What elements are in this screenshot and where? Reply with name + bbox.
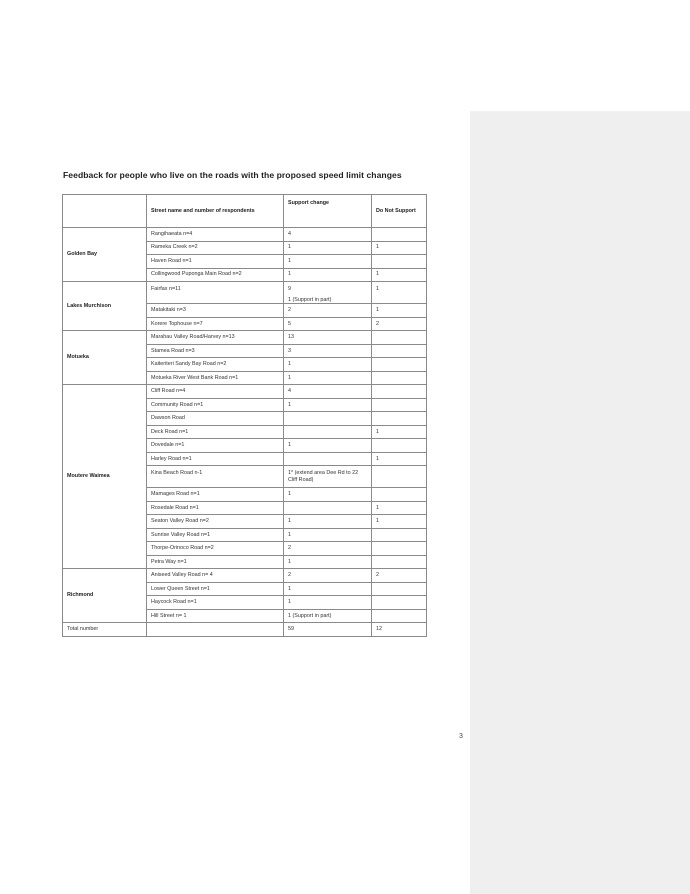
header-do-not-support: Do Not Support — [372, 195, 427, 228]
oppose-cell — [372, 371, 427, 385]
support-cell: 1 — [284, 241, 372, 255]
oppose-cell: 1 — [372, 304, 427, 318]
support-cell: 2 — [284, 569, 372, 583]
header-area — [63, 195, 147, 228]
area-cell: Lakes Murchison — [63, 282, 147, 331]
street-cell: Fairfax n=11 — [147, 282, 284, 304]
oppose-cell — [372, 555, 427, 569]
support-cell: 3 — [284, 344, 372, 358]
support-cell — [284, 412, 372, 426]
support-cell — [284, 282, 372, 304]
support-cell: 1 — [284, 398, 372, 412]
support-cell: 2 — [284, 304, 372, 318]
oppose-cell: 1 — [372, 452, 427, 466]
street-cell: Haven Road n=1 — [147, 255, 284, 269]
area-cell: Moutere Waimea — [63, 385, 147, 569]
oppose-cell — [372, 582, 427, 596]
header-street: Street name and number of respondents — [147, 195, 284, 228]
oppose-cell: 2 — [372, 317, 427, 331]
oppose-cell — [372, 398, 427, 412]
oppose-cell — [372, 609, 427, 623]
oppose-cell: 1 — [372, 501, 427, 515]
street-cell: Aniseed Valley Road n= 4 — [147, 569, 284, 583]
street-cell: Dawson Road — [147, 412, 284, 426]
street-cell: Haycock Road n=1 — [147, 596, 284, 610]
support-cell: 1 — [284, 515, 372, 529]
oppose-cell — [372, 439, 427, 453]
oppose-cell — [372, 412, 427, 426]
street-cell: Rameka Creek n=2 — [147, 241, 284, 255]
support-cell: 1 — [284, 582, 372, 596]
support-cell: 1 — [284, 255, 372, 269]
oppose-cell: 1 — [372, 425, 427, 439]
total-oppose: 12 — [372, 623, 427, 637]
oppose-cell: 1 — [372, 268, 427, 282]
support-cell: 1 (Support in part) — [284, 609, 372, 623]
oppose-cell — [372, 255, 427, 269]
support-cell: 4 — [284, 385, 372, 399]
support-cell — [284, 501, 372, 515]
oppose-cell: 1 — [372, 241, 427, 255]
support-cell: 1 — [284, 268, 372, 282]
oppose-cell — [372, 228, 427, 242]
street-cell: Thorpe-Orinoco Road n=2 — [147, 542, 284, 556]
table-row — [63, 569, 427, 583]
street-cell: Mamages Road n=1 — [147, 488, 284, 502]
street-cell: Seaton Valley Road n=2 — [147, 515, 284, 529]
street-cell: Hill Street n= 1 — [147, 609, 284, 623]
support-cell: 5 — [284, 317, 372, 331]
street-cell: Cliff Road n=4 — [147, 385, 284, 399]
street-cell: Motueka River West Bank Road n=1 — [147, 371, 284, 385]
support-cell: 1* (extend area Dee Rd to 22 Cliff Road) — [284, 466, 372, 488]
support-cell: 1 — [284, 488, 372, 502]
support-cell: 4 — [284, 228, 372, 242]
street-cell: Petra Way n=1 — [147, 555, 284, 569]
header-support: Support change — [284, 195, 372, 228]
table-row — [63, 385, 427, 399]
page-number: 3 — [459, 733, 463, 740]
oppose-cell — [372, 358, 427, 372]
total-support: 59 — [284, 623, 372, 637]
support-cell: 1 — [284, 439, 372, 453]
comment-margin-panel — [470, 111, 690, 894]
support-cell: 13 — [284, 331, 372, 345]
total-street-cell — [147, 623, 284, 637]
support-cell: 1 — [284, 358, 372, 372]
support-cell: 2 — [284, 542, 372, 556]
street-cell: Collingwood Puponga Main Road n=2 — [147, 268, 284, 282]
table-row — [63, 282, 427, 304]
street-cell: Rangihaeata n=4 — [147, 228, 284, 242]
support-cell — [284, 425, 372, 439]
oppose-cell — [372, 528, 427, 542]
area-cell: Motueka — [63, 331, 147, 385]
oppose-cell — [372, 385, 427, 399]
street-cell: Kaiteriteri Sandy Bay Road n=2 — [147, 358, 284, 372]
street-cell: Rosedale Road n=1 — [147, 501, 284, 515]
support-cell: 1 — [284, 528, 372, 542]
street-cell: Dovedale n=1 — [147, 439, 284, 453]
header-row — [63, 195, 427, 228]
support-cell: 1 — [284, 596, 372, 610]
street-cell: Sunrise Valley Road n=1 — [147, 528, 284, 542]
street-cell: Community Road n=1 — [147, 398, 284, 412]
oppose-cell — [372, 331, 427, 345]
support-cell: 1 — [284, 371, 372, 385]
support-value: 9 — [288, 286, 291, 292]
table-row — [63, 331, 427, 345]
total-label: Total number — [63, 623, 147, 637]
street-cell: Kina Beach Road n-1 — [147, 466, 284, 488]
street-cell: Matakitaki n=3 — [147, 304, 284, 318]
area-cell: Richmond — [63, 569, 147, 623]
oppose-cell: 2 — [372, 569, 427, 583]
support-note: 1 (Support in part) — [288, 296, 332, 303]
oppose-cell — [372, 488, 427, 502]
feedback-table — [62, 194, 427, 637]
street-cell: Marahau Valley Road/Harvey n=13 — [147, 331, 284, 345]
oppose-cell: 1 — [372, 282, 427, 304]
total-row — [63, 623, 427, 637]
street-cell: Lower Queen Street n=1 — [147, 582, 284, 596]
area-cell: Golden Bay — [63, 228, 147, 282]
table-row — [63, 228, 427, 242]
oppose-cell — [372, 466, 427, 488]
street-cell: Korere Tophouse n=7 — [147, 317, 284, 331]
page-heading: Feedback for people who live on the roads with the proposed speed limit changes — [63, 170, 402, 180]
street-cell: Deck Road n=1 — [147, 425, 284, 439]
street-cell: Stamea Road n=3 — [147, 344, 284, 358]
support-cell: 1 — [284, 555, 372, 569]
oppose-cell — [372, 344, 427, 358]
oppose-cell — [372, 596, 427, 610]
street-cell: Harley Road n=1 — [147, 452, 284, 466]
oppose-cell: 1 — [372, 515, 427, 529]
oppose-cell — [372, 542, 427, 556]
support-cell — [284, 452, 372, 466]
